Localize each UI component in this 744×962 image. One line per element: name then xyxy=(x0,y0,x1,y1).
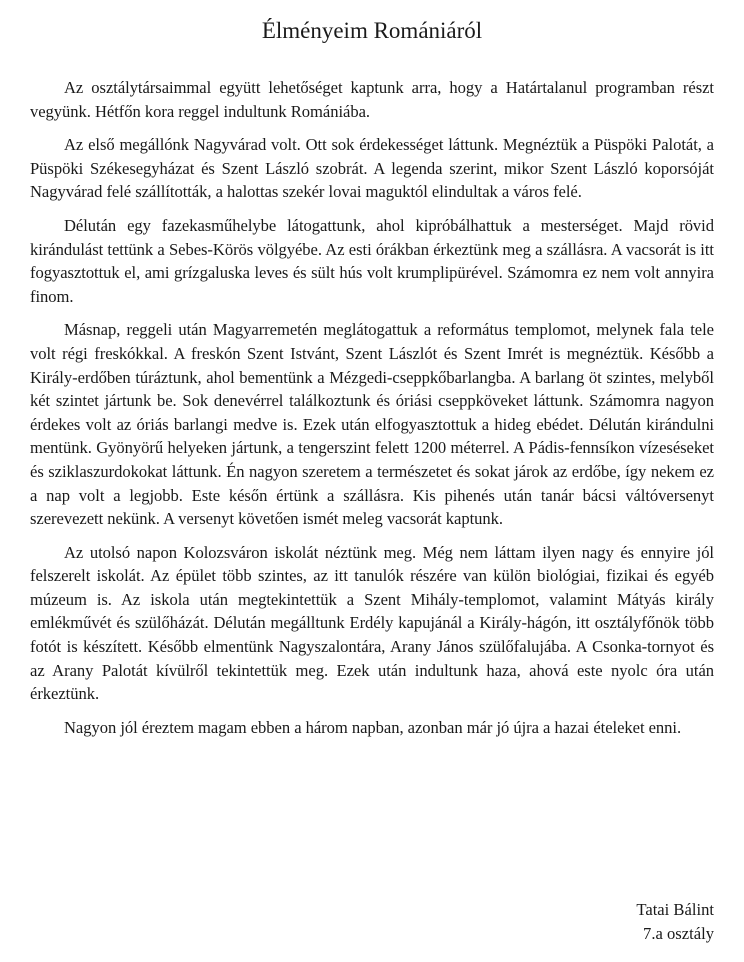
document-title: Élményeim Romániáról xyxy=(261,18,483,43)
signature-block xyxy=(636,898,714,945)
paragraph-4: Másnap, reggeli után Magyarremetén meglátogattuk a református templomot, melynek fala tele volt régi freskókkal. A freskón Szent Istvánt, Szent Lászlót és Szent Imrét is megnéztük. Később a Király-erdőben túráztunk, ahol bementünk a Mézgedi-cseppkőbarlangba. A barlang öt szintes, melyből két szintet jártunk be. Sok denevérrel találkoztunk és óriási cseppköveket láttunk. Számomra nagyon érdekes volt az óriás barlangi medve is. Ezek után elfogyasztottuk a hideg ebédet. Délután kirándulni mentünk. Gyönyörű helyeken jártunk, a tengerszint felett 1200 méterrel. A Pádis-fennsíkon vízeséseket és sziklaszurdokokat láttunk. Én nagyon szeretem a természetet és sokat járok az erdőbe, így nekem ez a nap volt a legjobb. Este későn értünk a szállásra. Kis pihenés után tanár bácsi váltóversenyt szerevezett nekünk. A versenyt követően ismét meleg vacsorát kaptunk. xyxy=(30,320,714,529)
paragraph-5: Az utolsó napon Kolozsváron iskolát néztünk meg. Még nem láttam ilyen nagy és ennyire jól felszerelt iskolát. Az épület több szintes, az itt tanulók részére van külön biológiai, fizikai és egyéb múzeum is. Az iskola után megtekintettük a Szent Mihály-templomot, valamint Mátyás király emlékművét és szülőházát. Délután megálltunk Erdély kapujánál a Király-hágón, itt osztályfőnök több fotót is készített. Később elmentünk Nagyszalontára, Arany János szülőfalujába. A Csonka-tornyot és az Arany Palotát kívülről tekintettük meg. Ezek után indultunk haza, ahová este nyolc óra után érkeztünk. xyxy=(30,542,714,704)
paragraph-3: Délután egy fazekasműhelybe látogattunk, ahol kipróbálhattuk a mesterséget. Majd rövid kirándulást tettünk a Sebes-Körös völgyébe. Az esti órákban érkeztünk meg a szállásra. A vacsorát is itt fogyasztottuk el, ami grízgaluska leves és sült hús volt krumplipürével. Számomra ez nem volt annyira finom. xyxy=(30,215,714,306)
document-page xyxy=(30,16,714,749)
paragraph-6: Nagyon jól éreztem magam ebben a három napban, azonban már jó újra a hazai ételeket enni. xyxy=(64,717,682,737)
paragraph-1: Az osztálytársaimmal együtt lehetőséget kaptunk arra, hogy a Határtalanul programban részt vegyünk. Hétfőn kora reggel indultunk Romániába. xyxy=(30,78,714,121)
paragraph-2: Az első megállónk Nagyvárad volt. Ott sok érdekességet láttunk. Megnéztük a Püspöki Palotát, a Püspöki Székesegyházat és Szent László szobrát. A legenda szerint, mikor Szent László koporsóját Nagyvárad felé szállították, a halottas szekér lovai maguktól elindultak a város felé. xyxy=(30,135,714,202)
author-name: Tatai Bálint xyxy=(636,900,714,919)
author-class: 7.a osztály xyxy=(643,923,714,943)
